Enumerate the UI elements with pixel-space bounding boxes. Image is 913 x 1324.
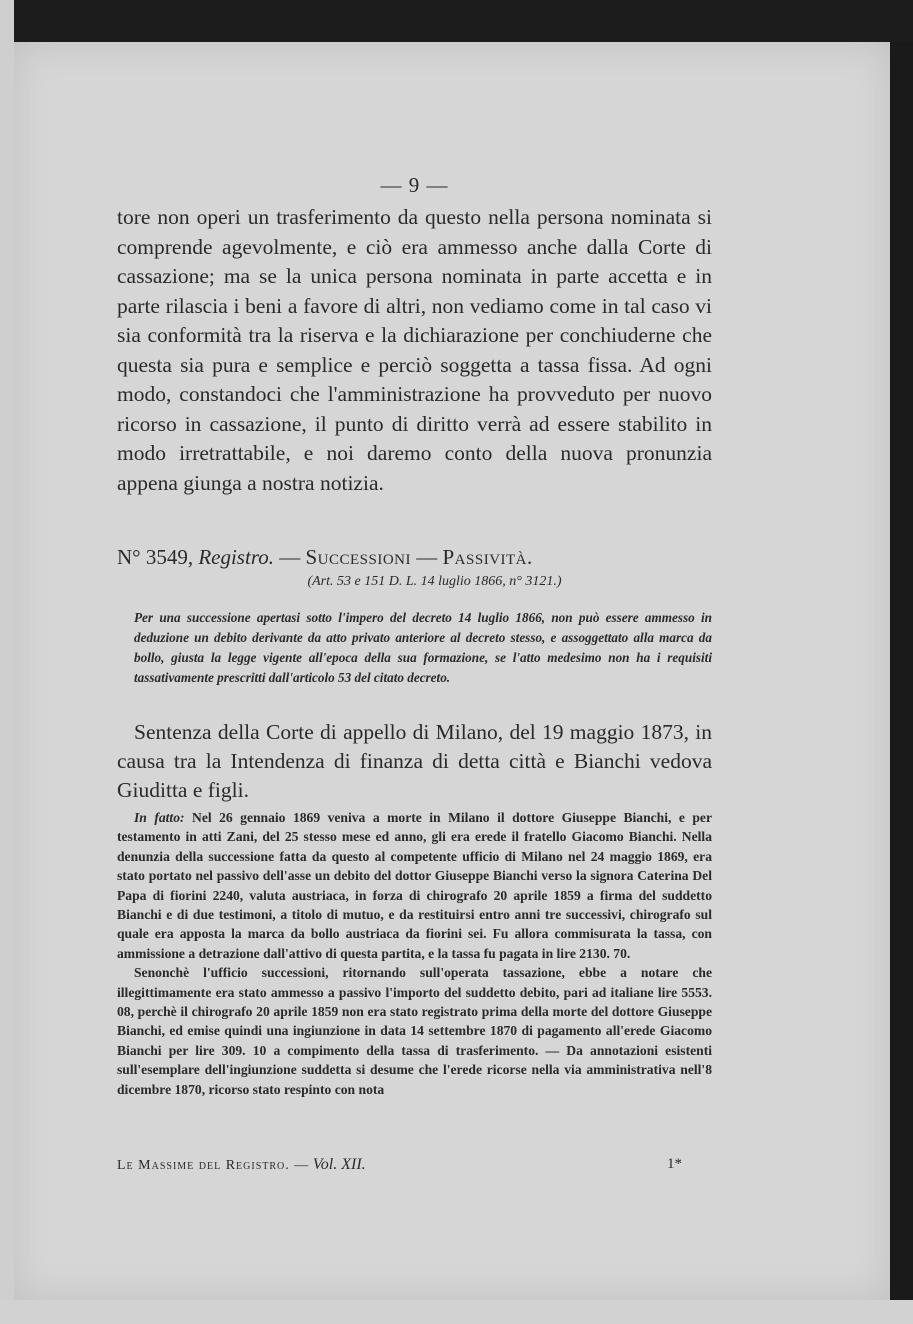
- facts-lead: In fatto:: [134, 810, 185, 825]
- entry-subcategory: Passività.: [442, 545, 533, 569]
- volume-label: Vol. XII.: [312, 1156, 366, 1173]
- legal-maxim: Per una successione apertasi sotto l'impero del decreto 14 luglio 1866, non può essere ammesso in deduzione un debito derivante da atto privato anteriore al decreto stesso, e assoggettato alla marca da bollo, giusta la legge vigente all'epoca della sua formazione, se l'atto medesimo non ha i requisiti tassativamente prescritti dall'articolo 53 del citato decreto.: [134, 610, 712, 685]
- entry-number: N° 3549,: [117, 545, 194, 569]
- scan-bottom-edge: [0, 1300, 913, 1324]
- facts-paragraph: Senonchè l'ufficio successioni, ritornando sull'operata tassazione, ebbe a notare che illegittimamente era stato ammesso a passivo l'importo del suddetto debito, pari ad italiane lire 5553. 08, perchè il chirografo 20 aprile 1859 non era stato registrato prima della morte del dottore Giuseppe Bianchi, ed emise quindi una ingiunzione in data 14 settembre 1870 di pagamento all'erede Giacomo Bianchi per lire 309. 10 a compimento della tassa di trasferimento. — Da annotazioni esistenti sull'esemplare dell'ingiunzione suddetta si desume che l'erede ricorse nella via amministrativa nell'8 dicembre 1870, ricorso stato respinto con nota: [117, 965, 712, 1097]
- facts-text-1: Nel 26 gennaio 1869 veniva a morte in Milano il dottore Giuseppe Bianchi, e per testamento in atti Zani, del 25 stesso mese ed anno, gli era erede il fratello Giacomo Bianchi. Nella denunzia della successione fatta da questo al competente ufficio di Milano nel 24 maggio 1869, era stato portato nel passivo dell'asse un debito del dottor Giuseppe Bianchi verso la signora Caterina Del Papa di fiorini 2240, valuta austriaca, in forza di chirografo 20 aprile 1859 a firma del suddetto Bianchi e di due testimoni, a titolo di mutuo, e da restituirsi entro anni tre successivi, chirografo sul quale era apposta la marca da bollo austriaca da fiorini sei. Fu allora commisurata la tassa, con ammissione a detrazione dall'attivo di questa partita, e la tassa fu pagata in lire 2130. 70.: [117, 810, 713, 961]
- page-footer: [117, 1156, 712, 1174]
- page-number: — 9 —: [380, 173, 449, 197]
- legal-reference: (Art. 53 e 151 D. L. 14 luglio 1866, n° 3121.): [307, 574, 562, 589]
- entry-category: Successioni: [305, 545, 411, 569]
- heading-dash: —: [416, 545, 438, 569]
- running-title: Le Massime del Registro. —: [117, 1158, 310, 1173]
- judgment-title-text: Sentenza della Corte di appello di Milano, del 19 maggio 1873, in causa tra la Intendenza di finanza di detta città e Bianchi vedova Giuditta e figli.: [117, 720, 712, 802]
- entry-heading: [117, 543, 712, 571]
- book-page: [14, 42, 890, 1300]
- continued-paragraph: [117, 203, 712, 498]
- scan-left-edge: [0, 0, 14, 1324]
- scan-top-border: [0, 0, 913, 42]
- signature-mark: 1*: [667, 1156, 682, 1172]
- heading-dash: —: [279, 545, 301, 569]
- judgment-title: [117, 718, 712, 805]
- facts-paragraph: [117, 808, 712, 963]
- facts-section: [117, 808, 712, 1099]
- entry-register: Registro.: [198, 545, 274, 569]
- paragraph-text: tore non operi un trasferimento da questo nella persona nominata si comprende agevolmente, e ciò era ammesso anche dalla Corte di cassazione; ma se la unica persona nominata in parte accetta e in parte rilascia i beni a favore di altri, non vediamo come in tal caso vi sia conformità tra la riserva e la dichiarazione per conchiuderne che questa sia pura e semplice e perciò soggetta a tassa fissa. Ad ogni modo, constandoci che l'amministrazione ha provveduto per nuovo ricorso in cassazione, il punto di diritto verrà ad essere stabilito in modo irretrattabile, e noi daremo conto della nuova pronunzia appena giunga a nostra notizia.: [117, 205, 712, 495]
